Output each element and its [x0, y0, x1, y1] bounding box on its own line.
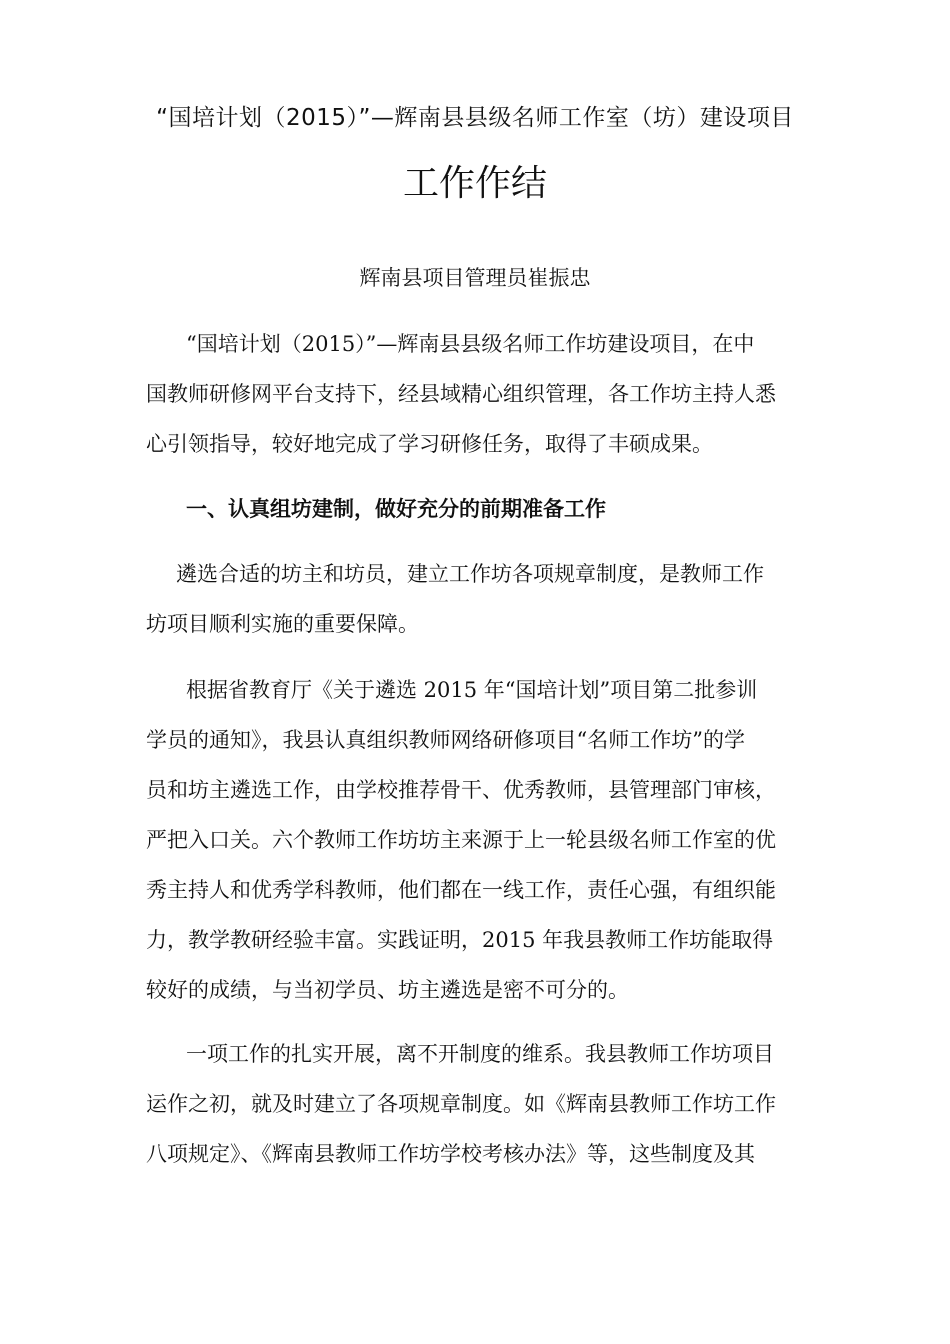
paragraph-line: 较好的成绩，与当初学员、坊主遴选是密不可分的。	[146, 978, 629, 1002]
paragraph-line: 国教师研修网平台支持下，经县域精心组织管理，各工作坊主持人悉	[146, 382, 776, 406]
paragraph-line: 秀主持人和优秀学科教师，他们都在一线工作，责任心强，有组织能	[146, 878, 776, 902]
paragraph-line: 学员的通知》，我县认真组织教师网络研修项目“名师工作坊”的学	[146, 728, 745, 752]
document-title: “国培计划（2015）”—辉南县县级名师工作室（坊）建设项目	[156, 105, 794, 131]
paragraph-line: 八项规定》、《辉南县教师工作坊学校考核办法》等，这些制度及其	[146, 1142, 755, 1166]
paragraph-line: 力，教学教研经验丰富。实践证明，2015 年我县教师工作坊能取得	[146, 928, 774, 952]
paragraph-line: 员和坊主遴选工作，由学校推荐骨干、优秀教师，县管理部门审核，	[146, 778, 776, 802]
author-line: 辉南县项目管理员崔振忠	[359, 266, 591, 290]
paragraph-line: 心引领指导，较好地完成了学习研修任务，取得了丰硕成果。	[146, 432, 713, 456]
paragraph-line: 遴选合适的坊主和坊员，建立工作坊各项规章制度，是教师工作	[176, 562, 764, 586]
paragraph-line: 坊项目顺利实施的重要保障。	[146, 612, 419, 636]
paragraph-line: 运作之初，就及时建立了各项规章制度。如《辉南县教师工作坊工作	[146, 1092, 776, 1116]
section-heading: 一、认真组坊建制，做好充分的前期准备工作	[186, 497, 606, 521]
paragraph-line: 严把入口关。六个教师工作坊坊主来源于上一轮县级名师工作室的优	[146, 828, 776, 852]
document-subtitle: 工作作结	[402, 163, 547, 204]
paragraph-line: 一项工作的扎实开展，离不开制度的维系。我县教师工作坊项目	[186, 1042, 774, 1066]
paragraph-line: “国培计划（2015）”—辉南县县级名师工作坊建设项目，在中	[186, 332, 755, 356]
paragraph-line: 根据省教育厅《关于遴选 2015 年“国培计划”项目第二批参训	[186, 678, 758, 702]
